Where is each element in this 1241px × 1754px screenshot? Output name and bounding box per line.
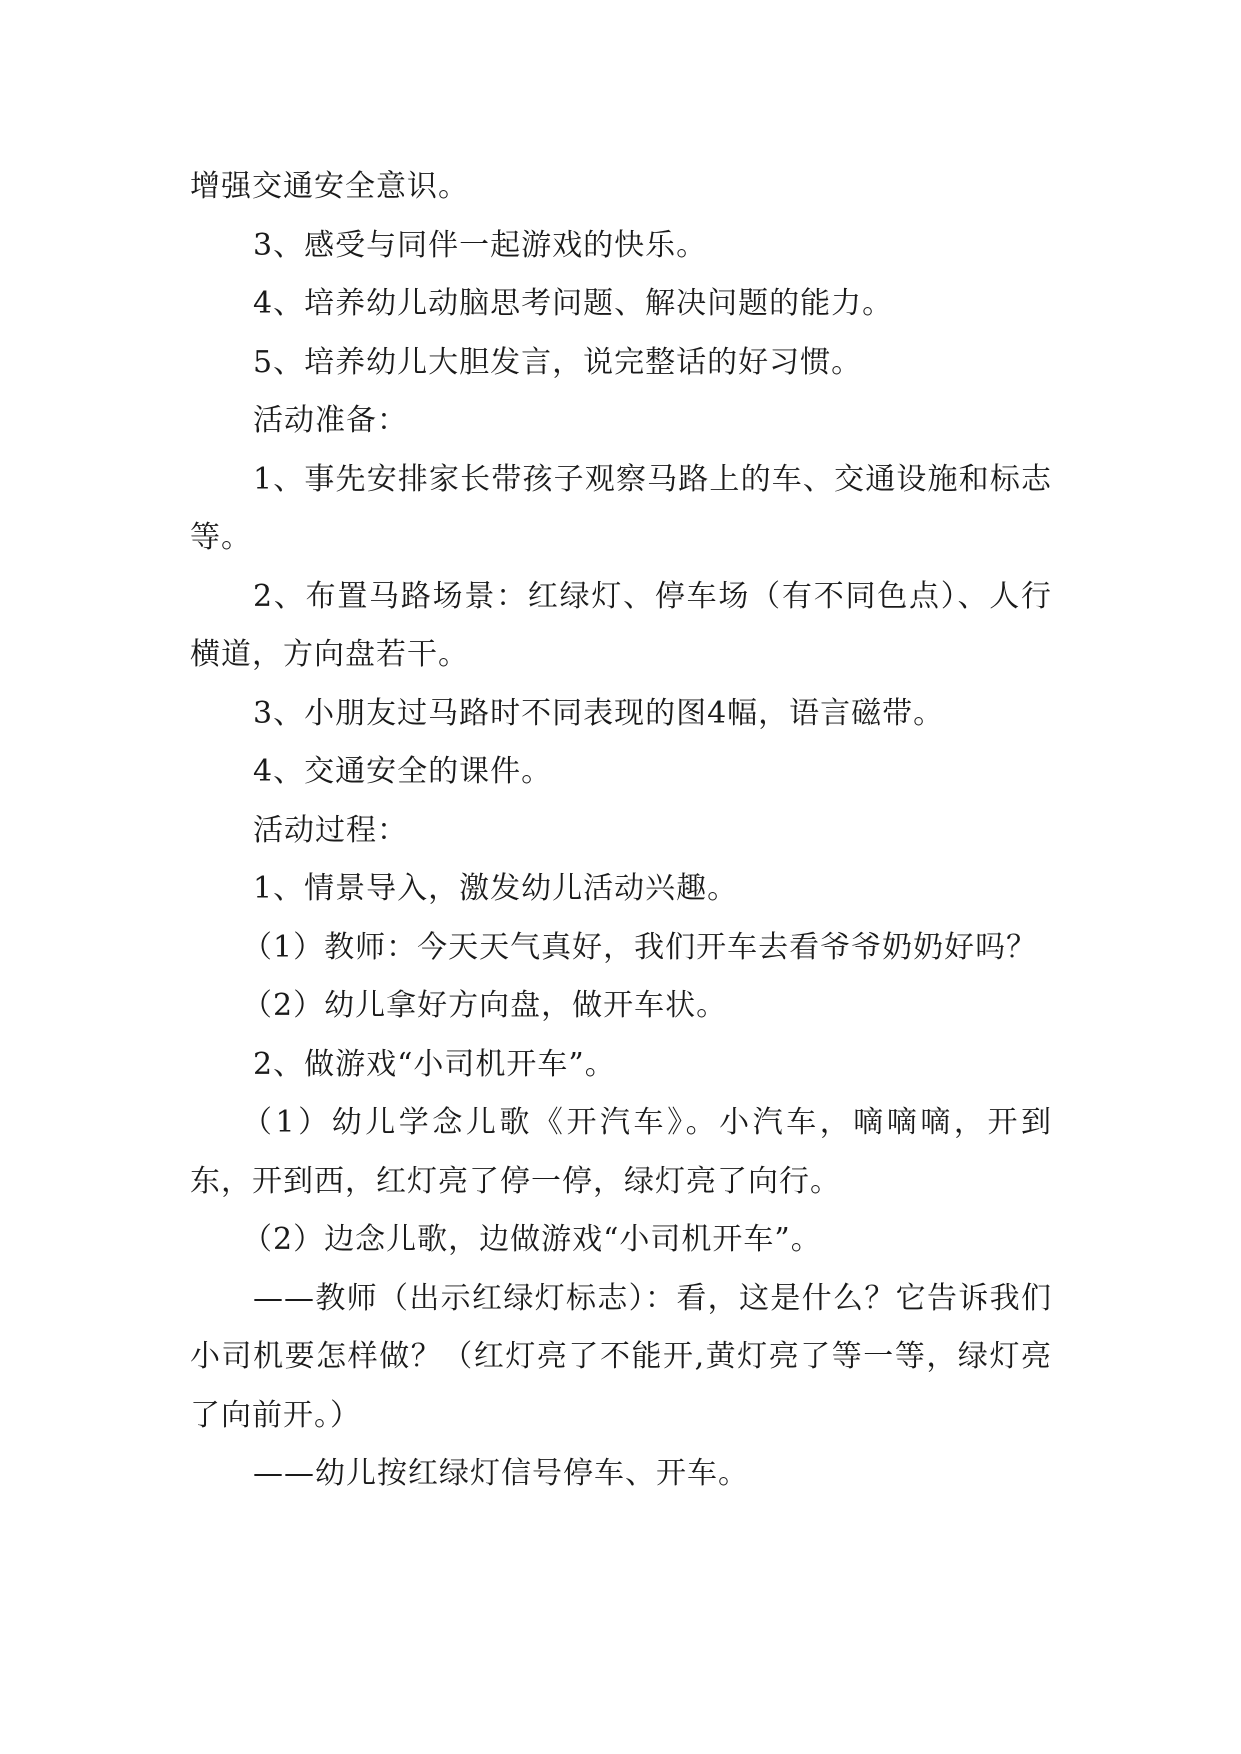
goal-item-3: 3、感受与同伴一起游戏的快乐。 bbox=[253, 227, 708, 263]
goal-item-5: 5、培养幼儿大胆发言，说完整话的好习惯。 bbox=[253, 344, 863, 380]
process-step-2-sub-1: （1）幼儿学念儿歌《开汽车》。小汽车，嘀嘀嘀，开到东，开到西，红灯亮了停一停，绿灯亮了向行。 bbox=[190, 1105, 1052, 1199]
document-body bbox=[190, 158, 1052, 1504]
process-step-1-sub-2: （2）幼儿拿好方向盘，做开车状。 bbox=[242, 988, 728, 1023]
section-heading-preparation: 活动准备： bbox=[253, 403, 408, 438]
dialogue-teacher: ——教师（出示红绿灯标志）：看，这是什么？它告诉我们小司机要怎样做？（红灯亮了不能开,黄灯亮了等一等，绿灯亮了向前开。） bbox=[190, 1280, 1052, 1433]
goal-item-4: 4、培养幼儿动脑思考问题、解决问题的能力。 bbox=[253, 286, 894, 321]
preparation-item-1: 1、事先安排家长带孩子观察马路上的车、交通设施和标志等。 bbox=[190, 461, 1052, 555]
preparation-item-4: 4、交通安全的课件。 bbox=[253, 754, 553, 789]
preparation-item-2: 2、布置马路场景：红绿灯、停车场（有不同色点）、人行横道，方向盘若干。 bbox=[190, 578, 1052, 672]
dialogue-children: ——幼儿按红绿灯信号停车、开车。 bbox=[253, 1456, 749, 1491]
paragraph-continuation: 增强交通安全意识。 bbox=[190, 169, 469, 204]
process-step-1-sub-1: （1）教师：今天天气真好，我们开车去看爷爷奶奶好吗？ bbox=[242, 929, 1038, 965]
preparation-item-3: 3、小朋友过马路时不同表现的图4幅，语言磁带。 bbox=[253, 695, 945, 731]
process-step-1: 1、情景导入，激发幼儿活动兴趣。 bbox=[253, 871, 739, 906]
section-heading-process: 活动过程： bbox=[253, 812, 408, 848]
process-step-2-sub-2: （2）边念儿歌，边做游戏“小司机开车”。 bbox=[242, 1222, 822, 1257]
process-step-2: 2、做游戏“小司机开车”。 bbox=[253, 1046, 616, 1082]
